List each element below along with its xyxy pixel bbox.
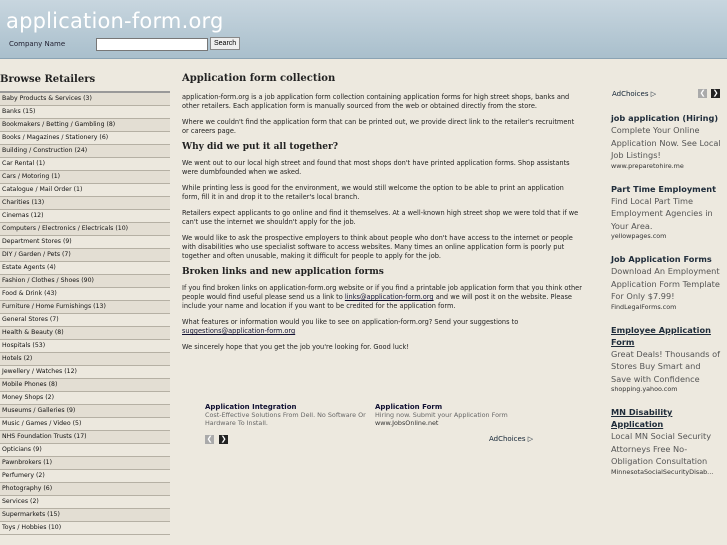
sidebar-item[interactable]: Health & Beauty (8) — [0, 327, 170, 340]
bottom-ad-prev-button[interactable]: ❮ — [206, 435, 213, 443]
right-ad-item[interactable] — [611, 112, 723, 171]
suggest-text: What features or information would you like to see on application-form.org? Send your suggestions to — [182, 318, 519, 326]
sidebar-item[interactable]: Furniture / Home Furnishings (13) — [0, 301, 170, 314]
sidebar-item[interactable]: General Stores (7) — [0, 314, 170, 327]
sidebar-item[interactable]: Cars / Motoring (1) — [0, 171, 170, 184]
broken-links-heading: Broken links and new application forms — [182, 267, 384, 277]
closing-paragraph: We sincerely hope that you get the job you're looking for. Good luck! — [182, 343, 409, 351]
sidebar-item[interactable]: Supermarkets (15) — [0, 509, 170, 522]
sidebar-title: Browse Retailers — [0, 74, 96, 85]
right-ad-desc: Download An Employment Application Form Template For Only $7.99! — [611, 266, 720, 301]
sidebar-item[interactable]: Department Stores (9) — [0, 236, 170, 249]
company-name-label: Company Name — [9, 40, 66, 48]
sidebar-item[interactable]: Perfumery (2) — [0, 470, 170, 483]
main-content — [182, 74, 582, 359]
sidebar-item[interactable]: Money Shops (2) — [0, 392, 170, 405]
why-paragraph-2: While printing less is good for the environment, we would still welcome the option to be able to print an application form, fill it in and drop it to the retailer's local branch. — [182, 184, 564, 201]
right-ad-item[interactable] — [611, 253, 723, 312]
why-paragraph-3: Retailers expect applicants to go online and find it themselves. At a well-known high street shop we were told that if we can't use the internet we shouldn't apply for the job. — [182, 209, 579, 226]
sidebar-item[interactable]: Opticians (9) — [0, 444, 170, 457]
right-ad-url[interactable]: FindLegalForms.com — [611, 302, 677, 311]
right-ad-desc: Find Local Part Time Employment Agencies in Your Area. — [611, 195, 713, 231]
sidebar-item[interactable]: Toys / Hobbies (10) — [0, 522, 170, 535]
site-header — [0, 0, 727, 59]
right-ad-url[interactable]: shopping.yahoo.com — [611, 385, 678, 393]
sidebar-item[interactable]: Food & Drink (43) — [0, 288, 170, 301]
intro-paragraph-2: Where we couldn't find the application form that can be printed out, we provide direct link to the retailer's recruitment or careers page. — [182, 118, 575, 135]
sidebar-item[interactable]: Catalogue / Mail Order (1) — [0, 184, 170, 197]
links-email-link[interactable]: links@application-form.org — [344, 293, 434, 301]
sidebar-item[interactable]: Music / Games / Video (5) — [0, 418, 170, 431]
sidebar-item[interactable]: NHS Foundation Trusts (17) — [0, 431, 170, 444]
sidebar-item[interactable]: Building / Construction (24) — [0, 145, 170, 158]
right-ad-item[interactable] — [611, 324, 723, 395]
sidebar-item[interactable]: Bookmakers / Betting / Gambling (8) — [0, 119, 170, 132]
bottom-ad-1-desc: Cost-Effective Solutions From Dell. No Software Or Hardware To Install. — [205, 411, 366, 427]
bottom-ad-2[interactable] — [375, 403, 540, 427]
right-ad-desc: Great Deals! Thousands of Stores Buy Smart and Save with Confidence — [611, 348, 720, 384]
retailers-sidebar — [0, 74, 170, 535]
bottom-ad-1-title[interactable]: Application Integration — [205, 403, 297, 411]
right-adchoices-label: AdChoices — [612, 90, 649, 98]
sidebar-item[interactable]: Books / Magazines / Stationery (6) — [0, 132, 170, 145]
sidebar-item[interactable]: Photography (6) — [0, 483, 170, 496]
bottom-ad-1[interactable] — [205, 403, 370, 427]
why-paragraph-1: We went out to our local high street and found that most shops don't have printed application forms. Shop assistants were dumbfounded when we asked. — [182, 159, 570, 176]
bottom-ad-2-title[interactable]: Application Form — [375, 403, 443, 411]
sidebar-item[interactable]: Museums / Galleries (9) — [0, 405, 170, 418]
sidebar-item[interactable]: Baby Products & Services (3) — [0, 93, 170, 106]
sidebar-item[interactable]: Services (2) — [0, 496, 170, 509]
broken-text-a: If you find broken links on application-form.org website or if you find a printable job application form that you think other people would find useful please send us a link to — [182, 284, 582, 301]
right-ad-desc: Local MN Social Security Attorneys Free No-Obligation Consultation — [611, 431, 712, 466]
bottom-adchoices-label: AdChoices — [489, 435, 526, 443]
broken-links-paragraph — [182, 284, 582, 311]
sidebar-item[interactable]: Banks (15) — [0, 106, 170, 119]
right-ad-desc: Complete Your Online Application Now. See Local Job Listings! — [611, 125, 721, 160]
right-ad-title[interactable]: Job Application Forms — [611, 254, 712, 264]
sidebar-item[interactable]: Cinemas (12) — [0, 210, 170, 223]
right-ad-url[interactable]: yellowpages.com — [611, 232, 667, 240]
sidebar-item[interactable]: Computers / Electronics / Electricals (10) — [0, 223, 170, 236]
adchoices-icon: ▷ — [650, 90, 657, 98]
adchoices-icon: ▷ — [527, 435, 534, 443]
right-ad-prev-button[interactable]: ❮ — [699, 89, 706, 97]
right-ad-title[interactable]: Employee Application Form — [611, 324, 711, 347]
right-ad-title[interactable]: MN Disability Application — [611, 407, 673, 429]
sidebar-item[interactable]: Jewellery / Watches (12) — [0, 366, 170, 379]
why-paragraph-4: We would like to ask the prospective employers to think about people who don't have access to the internet or people with disabilities who use specialist software to access websites. Many times an online application form is poorly put together and often unusable, making it difficult for people to apply for the job. — [182, 234, 573, 260]
sidebar-item[interactable]: Hospitals (53) — [0, 340, 170, 353]
sidebar-item[interactable]: Mobile Phones (8) — [0, 379, 170, 392]
retailer-category-list — [0, 93, 170, 535]
right-ad-item[interactable] — [611, 406, 723, 477]
sidebar-item[interactable]: Hotels (2) — [0, 353, 170, 366]
sidebar-item[interactable]: DIY / Garden / Pets (7) — [0, 249, 170, 262]
sidebar-item[interactable]: Pawnbrokers (1) — [0, 457, 170, 470]
right-ad-title[interactable]: job application (Hiring) — [611, 113, 719, 123]
search-button[interactable]: Search — [210, 37, 240, 50]
right-ad-column — [611, 88, 723, 489]
bottom-adchoices[interactable] — [489, 435, 533, 443]
right-ad-item[interactable] — [611, 183, 723, 242]
suggestions-paragraph — [182, 318, 582, 336]
broken-text-b: and we will post it on the website. Please include your name and location if you want to be credited for the application form. — [182, 293, 572, 310]
right-ad-url[interactable]: MinnesotaSocialSecurityDisab... — [611, 467, 714, 476]
sidebar-item[interactable]: Fashion / Clothes / Shoes (90) — [0, 275, 170, 288]
sidebar-item[interactable]: Charities (13) — [0, 197, 170, 210]
sidebar-item[interactable]: Estate Agents (4) — [0, 262, 170, 275]
page-title: Application form collection — [182, 73, 336, 84]
right-ad-url[interactable]: www.preparetohire.me — [611, 161, 684, 170]
bottom-ad-next-button[interactable]: ❯ — [220, 435, 227, 443]
why-heading: Why did we put it all together? — [182, 142, 339, 152]
suggestions-email-link[interactable]: suggestions@application-form.org — [182, 327, 296, 335]
site-logo[interactable]: application-form.org — [6, 9, 224, 33]
bottom-ad-2-desc: Hiring now. Submit your Application Form — [375, 411, 508, 419]
company-name-input[interactable] — [96, 38, 208, 51]
right-ad-list — [611, 112, 723, 477]
intro-paragraph-1: application-form.org is a job application form collection containing application forms for high street shops, banks and other retailers. Each application form is manually sourced from the web or obtained directly from the store. — [182, 93, 570, 110]
right-ad-title[interactable]: Part Time Employment — [611, 183, 717, 194]
sidebar-item[interactable]: Car Rental (1) — [0, 158, 170, 171]
right-ad-next-button[interactable]: ❯ — [712, 89, 719, 97]
bottom-ad-2-url[interactable]: www.JobsOnline.net — [375, 419, 439, 427]
